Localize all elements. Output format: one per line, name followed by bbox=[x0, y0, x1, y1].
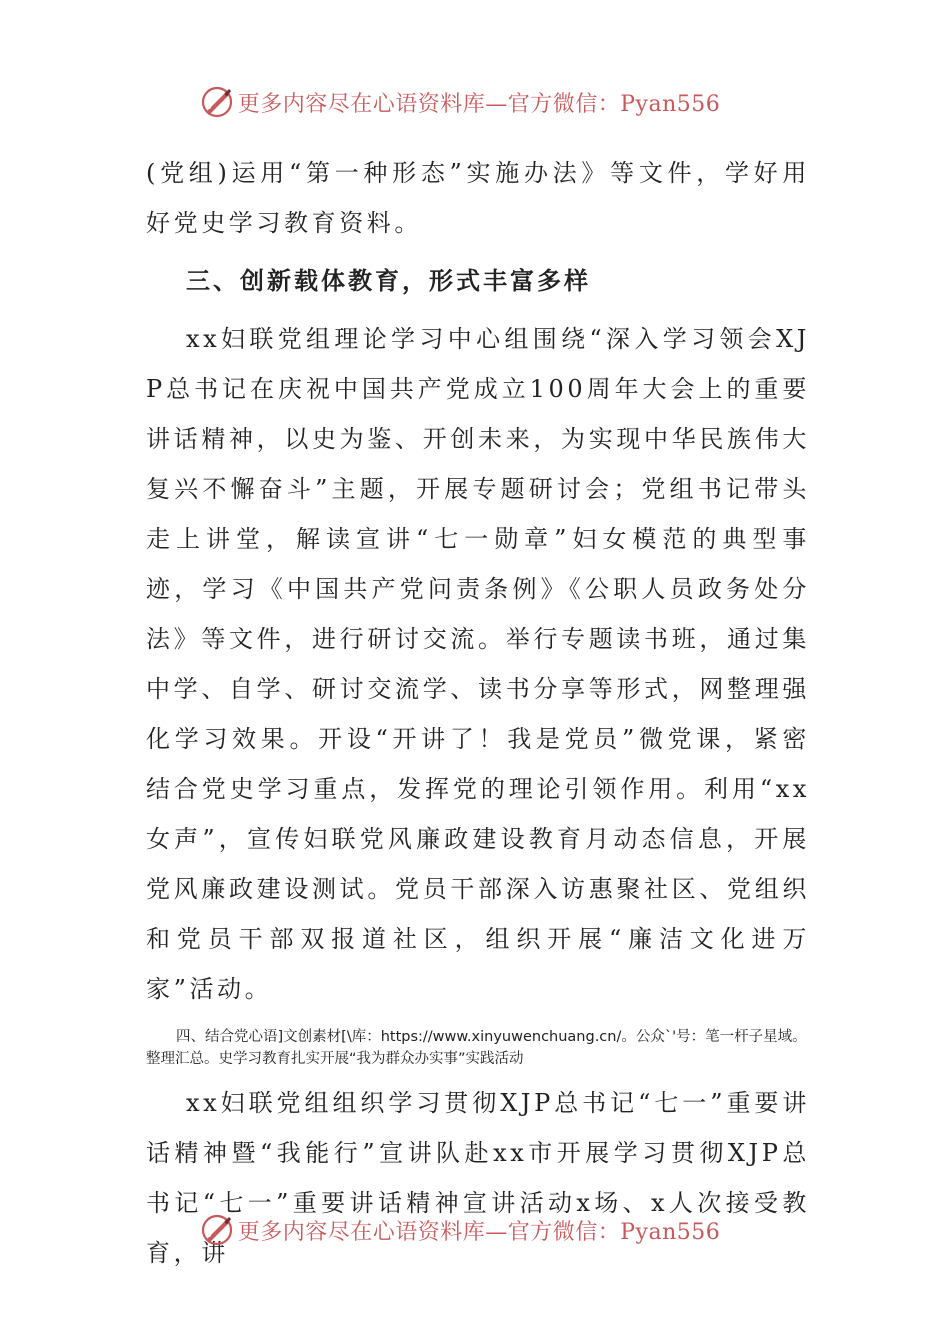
footer-watermark bbox=[0, 1208, 950, 1252]
paragraph-section-3: xx妇联党组理论学习中心组围绕“深入学习领会XJP总书记在庆祝中国共产党成立100周年大会上的重要讲话精神，以史为鉴、开创未来，为实现中华民族伟大复兴不懈奋斗”主题，开展专题研讨会；党组书记带头走上讲堂，解读宣讲“七一勋章”妇女模范的典型事迹，学习《中国共产党问责条例》《公职人员政务处分法》等文件，进行研讨交流。举行专题读书班，通过集中学、自学、研讨交流学、读书分享等形式，网整理强化学习效果。开设“开讲了！我是党员”微党课，紧密结合党史学习重点，发挥党的理论引领作用。利用“xx女声”，宣传妇联党风廉政建设教育月动态信息，开展党风廉政建设测试。党员干部深入访惠聚社区、党组织和党员干部双报道社区，组织开展“廉洁文化进万家”活动。 bbox=[146, 325, 810, 1003]
pen-logo-icon bbox=[200, 1213, 234, 1247]
section-heading-4-note: 四、结合党心语]文创素材[\库：https://www.xinyuwenchuang.cn/。公众`'号：笔一杆子星域。整理汇总。史学习教育扎实开展“我为群众办实事”实践活动 bbox=[146, 1029, 807, 1067]
paragraph-continuation: (党组)运用“第一种形态”实施办法》等文件，学好用好党史学习教育资料。 bbox=[146, 159, 810, 237]
section-heading-3: 三、创新载体教育，形式丰富多样 bbox=[186, 267, 591, 295]
watermark-text: 更多内容尽在心语资料库—官方微信：Pyan556 bbox=[237, 1219, 721, 1245]
header-watermark bbox=[0, 80, 950, 124]
document-body bbox=[146, 148, 810, 1278]
watermark-text: 更多内容尽在心语资料库—官方微信：Pyan556 bbox=[237, 91, 721, 117]
pen-logo-icon bbox=[200, 85, 234, 119]
paragraph-section-4: xx妇联党组组织学习贯彻XJP总书记“七一”重要讲话精神暨“我能行”宣讲队赴xx市开展学习贯彻XJP总书记“七一”重要讲话精神宣讲活动x场、x人次接受教育，讲 bbox=[146, 1089, 810, 1267]
